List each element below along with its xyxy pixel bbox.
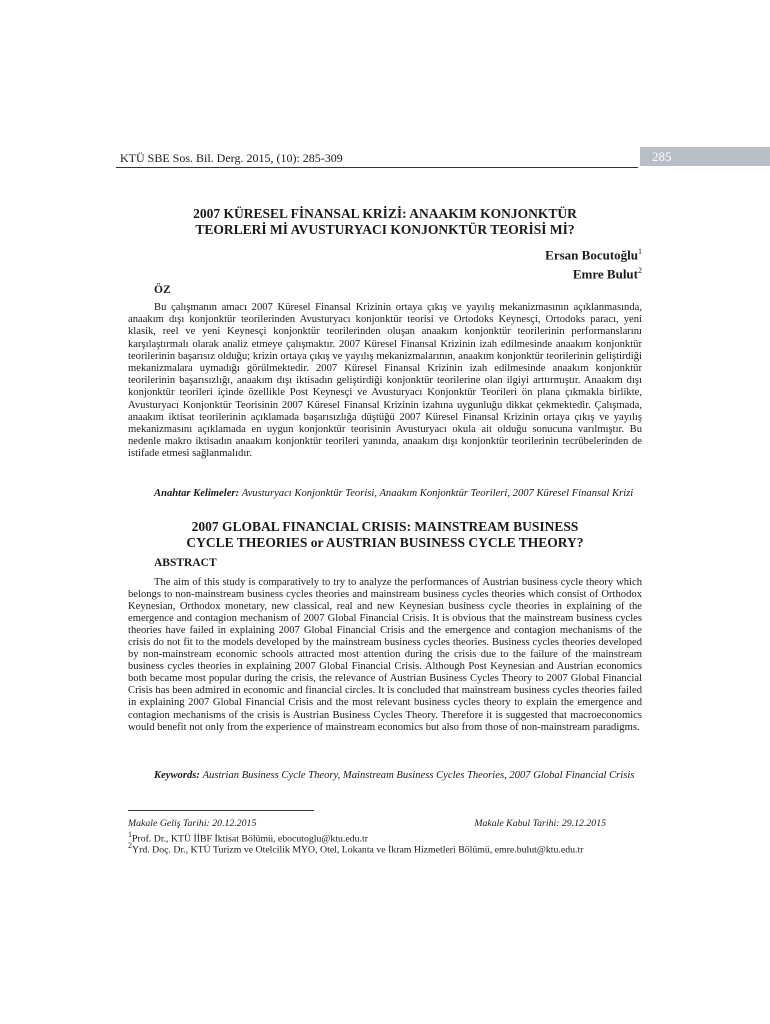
keywords-english-label: Keywords: bbox=[154, 770, 200, 781]
page-number: 285 bbox=[640, 147, 770, 166]
footnote-2-mark: 2 bbox=[128, 841, 132, 850]
abstract-heading: ABSTRACT bbox=[154, 557, 217, 569]
footnote-divider bbox=[128, 810, 314, 811]
footnote-1-text: Prof. Dr., KTÜ İİBF İktisat Bölümü, ebocutoglu@ktu.edu.tr bbox=[132, 833, 368, 845]
author-2: Emre Bulut$^2$ bbox=[572, 266, 642, 282]
title-english bbox=[150, 519, 620, 551]
title-english-line-1: 2007 GLOBAL FINANCIAL CRISIS: MAINSTREAM BUSINESS bbox=[191, 519, 579, 534]
title-turkish-line-1: 2007 KÜRESEL FİNANSAL KRİZİ: ANAAKIM KONJONKTÜR bbox=[193, 206, 577, 221]
keywords-turkish bbox=[128, 488, 642, 500]
author-1: Ersan Bocutoğlu$^1$ bbox=[545, 247, 642, 263]
keywords-english-text: Austrian Business Cycle Theory, Mainstream Business Cycles Theories, 2007 Global Financial Crisis bbox=[202, 770, 635, 781]
author-list bbox=[545, 244, 642, 283]
author-1-footnote-mark: 1 bbox=[638, 247, 642, 256]
title-english-line-2: CYCLE THEORIES or AUSTRIAN BUSINESS CYCLE THEORY? bbox=[186, 535, 584, 550]
keywords-turkish-text: Avusturyacı Konjonktür Teorisi, Anaakım Konjonktür Teorileri, 2007 Küresel Finansal Krizi bbox=[241, 488, 634, 499]
abstract-body: The aim of this study is comparatively to try to analyze the performances of Austrian business cycle theory which belongs to non-mainstream business cycles theories and mainstream business cycles theories which consist of Orthodox Keynesian, Orthodox monetary, new classical, real and new Keynesian business cycle theories in explaining of the emergence and contagion mechanism of 2007 Global Financial Crisis. It is obvious that the mainstream business cycles theories have failed in explaining 2007 Global Financial Crisis and the emergence and contagion mechanisms of the crisis do not fit to the models developed by the mainstream business cycles theories. Business cycles theories developed by non-mainstream economic schools attracted most attention during the crisis due to the failure of the mainstream business cycles theories in explaining 2007 Global Financial Crisis. Although Post Keynesian and Austrian economics both became most popular during the crisis, the relevance of Austrian Business Cycles Theory to 2007 Global Financial Crisis has been admired in economic and financial circles. It is concluded that mainstream business cycles theories failed in explaining 2007 Global Financial Crisis and the most relevant business cycles theory to explain the emergence and contagion mechanisms of the crisis is Austrian Business Cycles Theory. Therefore it is suggested that macroeconomics would benefit not only from the experience of mainstream economics but also from those of non-mainstream paradigms. bbox=[128, 577, 642, 733]
accepted-date: Makale Kabul Tarihi: 29.12.2015 bbox=[474, 818, 606, 829]
author-2-footnote-mark: 2 bbox=[638, 266, 642, 276]
title-turkish-line-2: TEORLERİ Mİ AVUSTURYACI KONJONKTÜR TEORİSİ Mİ? bbox=[195, 222, 575, 237]
running-title: KTÜ SBE Sos. Bil. Derg. 2015, (10): 285-309 bbox=[120, 151, 343, 165]
article-dates bbox=[128, 818, 606, 829]
keywords-english bbox=[128, 770, 642, 782]
footnote-2-text: Yrd. Doç. Dr., KTÜ Turizm ve Otelcilik MYO, Otel, Lokanta ve İkram Hizmetleri Bölümü, emre.bulut@ktu.edu.tr bbox=[132, 844, 584, 856]
keywords-turkish-label: Anahtar Kelimeler: bbox=[154, 488, 240, 499]
oz-body: Bu çalışmanın amacı 2007 Küresel Finansal Krizinin ortaya çıkış ve yayılış mekanizmasının açıklanmasında, anaakım dışı konjonktür teorilerinden Avusturyacı konjonktür teorisi ve Ortodoks Keynesçi, Ortodoks paracı, yeni klasik, reel ve yeni Keynesçi konjonktür teorilerinden oluşan anaakım konjonktür teorilerinin performanslarını karşılaştırmalı olarak analiz etmeye çalışmaktır. 2007 Küresel Finansal Krizinin izah edilmesinde anaakım konjonktür teorilerinin başarısız olduğu; krizin ortaya çıkış ve yayılış mekanizmalarının, anaakım konjonktür teorilerinin geliştirdiği mekanizmalara uymadığı görülmektedir. 2007 Küresel Finansal Krizinin izah edilmesinde anaakım konjonktür teorilerinin başarısızlığı, anaakım dışı iktisadın geliştirdiği konjonktür teorilerine olan ilgiyi arttırmıştır. Anaakım dışı konjonktür teorileri içinde özellikle Post Keynesçi ve Avusturyacı Konjonktür Teorileri ön plana çıkmakla birlikte, Avusturyacı Konjonktür Teorisinin 2007 Küresel Finansal Krizinin izahına uygunluğu dikkat çekmektedir. Çalışmada, anaakım iktisat teorilerinin açıklamada başarısızlığa düştüğü 2007 Küresel Finansal Krizinin ortaya çıkış ve yayılış mekanizmasını açıklamada en uygun konjonktür teorisinin Avusturyacı okula ait olduğu sonucuna varılmıştır. Bu nedenle makro iktisadın anaakım konjonktür teorileri yanında, anaakım dışı konjonktür teorilerinin tecrübelerinden de istifade etmesi sağlanmalıdır. bbox=[128, 302, 642, 460]
title-turkish bbox=[150, 206, 620, 238]
footnote-2 bbox=[128, 840, 583, 856]
oz-heading: ÖZ bbox=[154, 284, 171, 296]
footnote-1-mark: 1 bbox=[128, 830, 132, 839]
received-date: Makale Geliş Tarihi: 20.12.2015 bbox=[128, 818, 257, 829]
running-header bbox=[116, 149, 638, 168]
